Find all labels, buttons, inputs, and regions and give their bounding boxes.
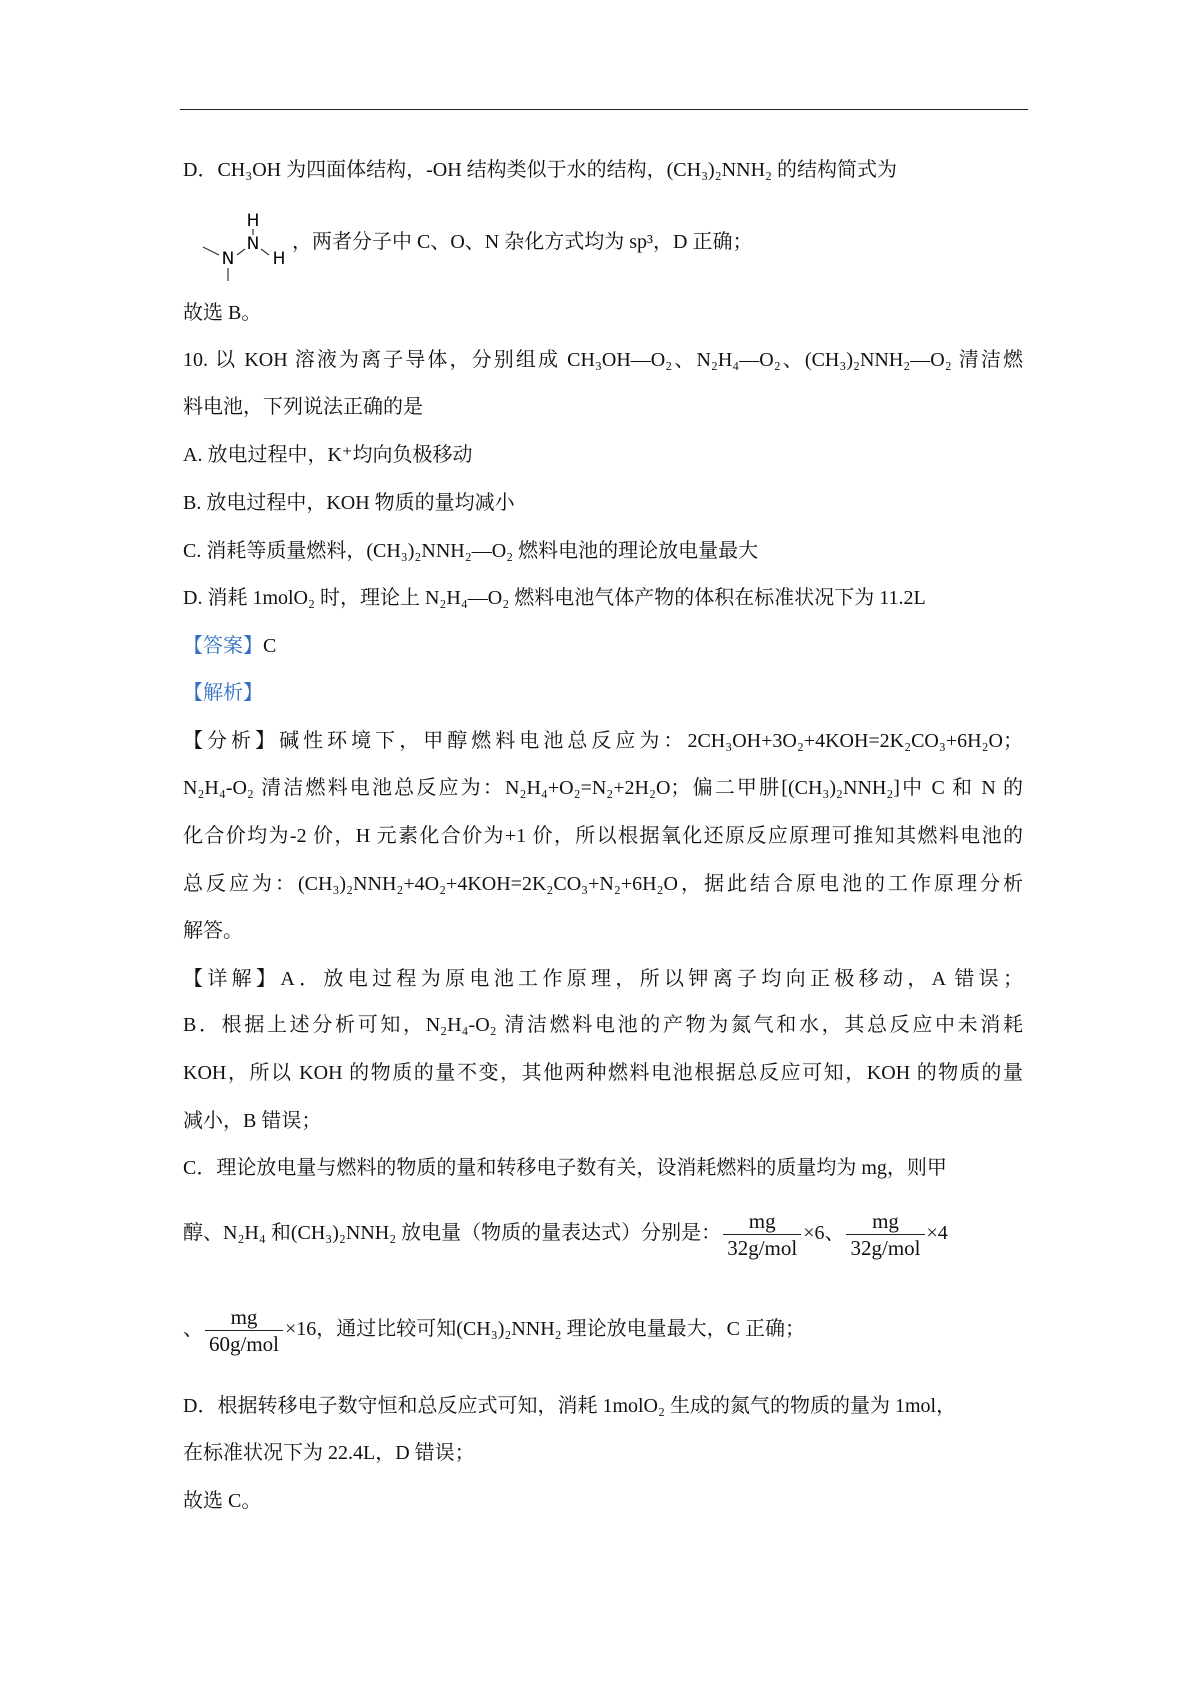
- multiplier: ×16: [285, 1318, 317, 1341]
- answer-value: C: [263, 635, 277, 657]
- question-stem-line1: 10. 以 KOH 溶液为离子导体，分别组成 CH₃OH—O₂、N₂H₄—O₂、(CH₃)₂NNH₂—O₂ 清洁燃: [183, 349, 1023, 371]
- fraction-line-2: [183, 1304, 805, 1357]
- answer-label: 【答案】: [183, 635, 263, 657]
- choose-b: 故选 B。: [183, 302, 262, 324]
- numerator: mg: [872, 1209, 899, 1233]
- atom-n-upper: N: [246, 234, 260, 254]
- fraction-methanol: [723, 1208, 801, 1261]
- option-d: D. 消耗 1molO₂ 时，理论上 N₂H₄—O₂ 燃料电池气体产物的体积在标准状况下为 11.2L: [183, 587, 926, 609]
- analysis-line: 化合价均为-2 价，H 元素化合价为+1 价，所以根据氧化还原反应原理可推知其燃料电池的: [183, 825, 1023, 847]
- fraction-hydrazine: [846, 1208, 924, 1261]
- denominator: 32g/mol: [846, 1234, 924, 1261]
- fraction-line-1-prefix: 醇、N₂H₄ 和(CH₃)₂NNH₂ 放电量（物质的量表达式）分别是：: [183, 1222, 722, 1245]
- detail-line: KOH，所以 KOH 的物质的量不变，其他两种燃料电池根据总反应可知，KOH 的物质的量: [183, 1062, 1023, 1084]
- separator: 、: [183, 1318, 203, 1341]
- option-d-explanation: D．CH₃OH 为四面体结构，-OH 结构类似于水的结构，(CH₃)₂NNH₂ 的结构简式为: [183, 159, 897, 181]
- detail-d-line: D．根据转移电子数守恒和总反应式可知，消耗 1molO₂ 生成的氮气的物质的量为 1mol，: [183, 1395, 957, 1417]
- analysis-label: 【解析】: [183, 682, 263, 704]
- hybridization-statement: ，两者分子中 C、O、N 杂化方式均为 sp³，D 正确；: [292, 231, 753, 253]
- multiplier: ×4: [926, 1222, 948, 1245]
- option-a: A. 放电过程中，K⁺均向负极移动: [183, 444, 473, 466]
- separator: 、: [824, 1222, 845, 1245]
- answer-line: [183, 631, 1023, 661]
- question-stem-line2: 料电池，下列说法正确的是: [183, 396, 423, 418]
- analysis-line: N₂H₄-O₂ 清洁燃料电池总反应为：N₂H₄+O₂=N₂+2H₂O；偏二甲肼[(CH₃)₂NNH₂]中 C 和 N 的: [183, 777, 1023, 799]
- detail-line: B．根据上述分析可知，N₂H₄-O₂ 清洁燃料电池的产物为氮气和水，其总反应中未消耗: [183, 1014, 1023, 1036]
- analysis-line: 【分析】碱性环境下，甲醇燃料电池总反应为：2CH₃OH+3O₂+4KOH=2K₂CO₃+6H₂O；: [183, 730, 1023, 752]
- multiplier: ×6: [803, 1222, 825, 1245]
- choose-c: 故选 C。: [183, 1490, 262, 1512]
- fraction-line-2-suffix: ，通过比较可知(CH₃)₂NNH₂ 理论放电量最大，C 正确；: [316, 1318, 805, 1341]
- fraction-dimethylhydrazine: [205, 1304, 283, 1357]
- fraction-line-1: [183, 1208, 948, 1261]
- option-b: B. 放电过程中，KOH 物质的量均减小: [183, 492, 515, 514]
- header-rule: [180, 109, 1028, 110]
- option-c: C. 消耗等质量燃料，(CH₃)₂NNH₂—O₂ 燃料电池的理论放电量最大: [183, 540, 759, 562]
- atom-h-right: H: [272, 249, 286, 269]
- numerator: mg: [230, 1305, 258, 1329]
- analysis-line: 总反应为：(CH₃)₂NNH₂+4O₂+4KOH=2K₂CO₃+N₂+6H₂O，据此结合原电池的工作原理分析: [183, 873, 1023, 895]
- numerator: mg: [748, 1209, 776, 1233]
- atom-h-top: H: [246, 211, 260, 231]
- denominator: 32g/mol: [723, 1234, 801, 1261]
- atom-n-lower: N: [221, 249, 235, 269]
- dimethylhydrazine-structure: [195, 205, 295, 290]
- detail-line: 减小，B 错误；: [183, 1110, 322, 1132]
- detail-line: 【详解】A．放电过程为原电池工作原理，所以钾离子均向正极移动，A 错误；: [183, 968, 1023, 990]
- detail-d-line: 在标准状况下为 22.4L，D 错误；: [183, 1442, 475, 1464]
- analysis-line: 解答。: [183, 920, 243, 942]
- detail-line: C．理论放电量与燃料的物质的量和转移电子数有关，设消耗燃料的质量均为 mg，则甲: [183, 1157, 947, 1179]
- denominator: 60g/mol: [205, 1330, 283, 1357]
